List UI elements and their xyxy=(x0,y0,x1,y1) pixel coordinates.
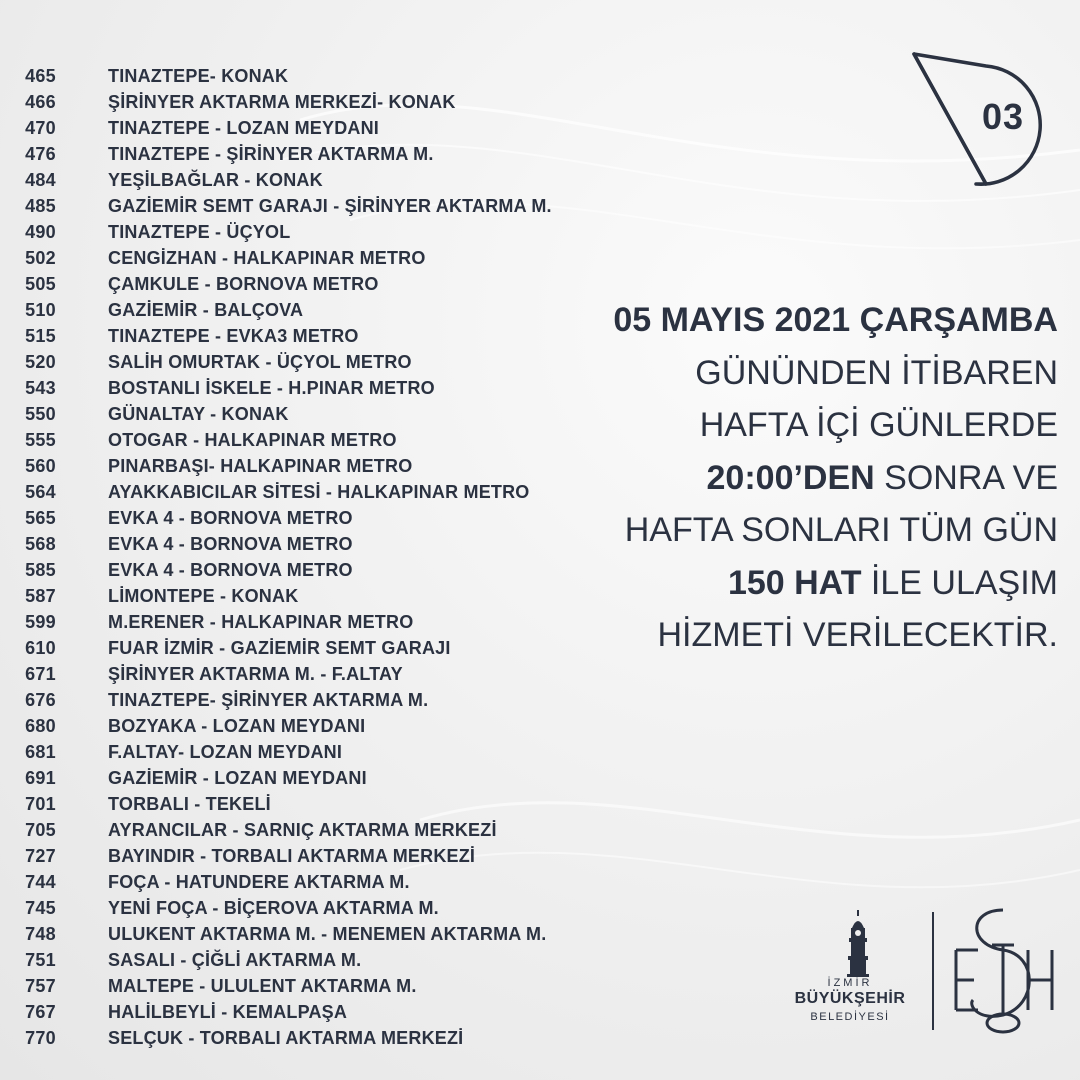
route-list xyxy=(18,63,552,1051)
route-row xyxy=(18,557,552,583)
route-number: 701 xyxy=(25,793,56,814)
announcement-line: HAFTA İÇİ GÜNLERDE xyxy=(699,406,1058,444)
route-number: 520 xyxy=(25,351,56,372)
route-name: TORBALI - TEKELİ xyxy=(108,793,271,814)
route-name: ŞİRİNYER AKTARMA M. - F.ALTAY xyxy=(108,663,403,684)
route-number: 568 xyxy=(25,533,56,554)
route-number: 671 xyxy=(25,663,56,684)
route-number: 767 xyxy=(25,1001,56,1022)
route-name: EVKA 4 - BORNOVA METRO xyxy=(108,533,353,554)
route-name: OTOGAR - HALKAPINAR METRO xyxy=(108,429,397,450)
route-name: SELÇUK - TORBALI AKTARMA MERKEZİ xyxy=(108,1027,464,1048)
route-number: 564 xyxy=(25,481,56,502)
route-name: TINAZTEPE- ŞİRİNYER AKTARMA M. xyxy=(108,689,429,710)
route-row xyxy=(18,947,552,973)
route-row xyxy=(18,999,552,1025)
announcement-line: GÜNÜNDEN İTİBAREN xyxy=(695,353,1058,392)
route-row xyxy=(18,869,552,895)
announcement-line: HİZMETİ VERİLECEKTİR. xyxy=(657,616,1058,654)
route-name: AYAKKABICILAR SİTESİ - HALKAPINAR METRO xyxy=(108,481,530,502)
route-row xyxy=(18,375,552,401)
announcement-time: 20:00’DEN xyxy=(706,458,875,497)
route-row xyxy=(18,713,552,739)
route-number: 585 xyxy=(25,559,56,580)
route-name: FUAR İZMİR - GAZİEMİR SEMT GARAJI xyxy=(108,637,451,658)
route-name: PINARBAŞI- HALKAPINAR METRO xyxy=(108,455,413,476)
route-number: 485 xyxy=(25,195,56,216)
route-name: SALİH OMURTAK - ÜÇYOL METRO xyxy=(108,351,412,372)
route-name: ÇAMKULE - BORNOVA METRO xyxy=(108,273,379,294)
route-row xyxy=(18,791,552,817)
route-name: BOZYAKA - LOZAN MEYDANI xyxy=(108,715,366,736)
route-row xyxy=(18,349,552,375)
route-row xyxy=(18,635,552,661)
route-row xyxy=(18,895,552,921)
route-number: 681 xyxy=(25,741,56,762)
route-name: GAZİEMİR SEMT GARAJI - ŞİRİNYER AKTARMA M. xyxy=(108,195,552,216)
route-name: TINAZTEPE - ÜÇYOL xyxy=(108,221,291,242)
route-name: EVKA 4 - BORNOVA METRO xyxy=(108,507,353,528)
route-name: BOSTANLI İSKELE - H.PINAR METRO xyxy=(108,377,435,398)
route-row xyxy=(18,427,552,453)
route-number: 555 xyxy=(25,429,56,450)
route-row xyxy=(18,817,552,843)
route-row xyxy=(18,609,552,635)
route-row xyxy=(18,89,552,115)
route-row xyxy=(18,583,552,609)
route-row xyxy=(18,63,552,89)
route-number: 470 xyxy=(25,117,56,138)
route-row xyxy=(18,765,552,791)
route-number: 465 xyxy=(25,65,56,86)
route-name: TINAZTEPE - LOZAN MEYDANI xyxy=(108,117,379,138)
route-number: 599 xyxy=(25,611,56,632)
route-number: 676 xyxy=(25,689,56,710)
route-name: ULUKENT AKTARMA M. - MENEMEN AKTARMA M. xyxy=(108,923,547,944)
route-name: SASALI - ÇİĞLİ AKTARMA M. xyxy=(108,949,362,970)
route-name: GÜNALTAY - KONAK xyxy=(108,403,289,424)
route-row xyxy=(18,401,552,427)
route-number: 751 xyxy=(25,949,56,970)
route-name: F.ALTAY- LOZAN MEYDANI xyxy=(108,741,343,762)
route-row xyxy=(18,687,552,713)
announcement-line: 20:00’DEN SONRA VE xyxy=(706,458,1058,497)
route-name: ŞİRİNYER AKTARMA MERKEZİ- KONAK xyxy=(108,91,456,112)
route-name: LİMONTEPE - KONAK xyxy=(108,585,299,606)
announcement-line: 150 HAT İLE ULAŞIM xyxy=(727,563,1058,602)
route-row xyxy=(18,1025,552,1051)
route-row xyxy=(18,661,552,687)
route-number: 748 xyxy=(25,923,56,944)
route-name: FOÇA - HATUNDERE AKTARMA M. xyxy=(108,871,410,892)
route-row xyxy=(18,193,552,219)
route-number: 610 xyxy=(25,637,56,658)
route-row xyxy=(18,219,552,245)
route-name: YENİ FOÇA - BİÇEROVA AKTARMA M. xyxy=(108,897,439,918)
route-row xyxy=(18,297,552,323)
route-row xyxy=(18,921,552,947)
route-row xyxy=(18,479,552,505)
route-number: 550 xyxy=(25,403,56,424)
route-row xyxy=(18,973,552,999)
eshot-monogram-logo xyxy=(948,905,1058,1035)
route-row xyxy=(18,739,552,765)
route-number: 757 xyxy=(25,975,56,996)
announcement-line: HAFTA SONLARI TÜM GÜN xyxy=(624,511,1058,549)
route-number: 587 xyxy=(25,585,56,606)
route-number: 543 xyxy=(25,377,56,398)
route-name: MALTEPE - ULULENT AKTARMA M. xyxy=(108,975,417,996)
route-number: 565 xyxy=(25,507,56,528)
logo-divider xyxy=(932,912,934,1030)
route-number: 466 xyxy=(25,91,56,112)
route-row xyxy=(18,323,552,349)
route-number: 680 xyxy=(25,715,56,736)
route-row xyxy=(18,531,552,557)
route-name: YEŞİLBAĞLAR - KONAK xyxy=(108,169,323,190)
route-name: TINAZTEPE - EVKA3 METRO xyxy=(108,325,359,346)
logo-municipality: BÜYÜKŞEHİR xyxy=(794,990,906,1007)
route-number: 691 xyxy=(25,767,56,788)
route-number: 744 xyxy=(25,871,56,892)
route-row xyxy=(18,453,552,479)
announcement-line-count: 150 HAT xyxy=(727,563,862,602)
logo-belediyesi: BELEDİYESİ xyxy=(810,1011,890,1023)
route-name: M.ERENER - HALKAPINAR METRO xyxy=(108,611,414,632)
route-number: 515 xyxy=(25,325,56,346)
route-row xyxy=(18,245,552,271)
route-row xyxy=(18,271,552,297)
page-number-badge: 03 xyxy=(981,96,1025,137)
route-number: 510 xyxy=(25,299,56,320)
route-name: EVKA 4 - BORNOVA METRO xyxy=(108,559,353,580)
route-number: 705 xyxy=(25,819,56,840)
route-number: 727 xyxy=(25,845,56,866)
route-number: 476 xyxy=(25,143,56,164)
logo-city: İZMİR xyxy=(827,977,873,989)
route-row xyxy=(18,115,552,141)
route-name: TINAZTEPE- KONAK xyxy=(108,65,289,86)
route-number: 484 xyxy=(25,169,56,190)
route-row xyxy=(18,505,552,531)
announcement-text xyxy=(498,294,1058,662)
route-name: HALİLBEYLİ - KEMALPAŞA xyxy=(108,1001,348,1022)
route-number: 505 xyxy=(25,273,56,294)
route-number: 745 xyxy=(25,897,56,918)
route-name: GAZİEMİR - BALÇOVA xyxy=(108,299,304,320)
route-name: GAZİEMİR - LOZAN MEYDANI xyxy=(108,767,367,788)
announcement-date: 05 MAYIS 2021 ÇARŞAMBA xyxy=(613,301,1058,339)
route-number: 560 xyxy=(25,455,56,476)
route-number: 502 xyxy=(25,247,56,268)
route-number: 770 xyxy=(25,1027,56,1048)
route-name: AYRANCILAR - SARNIÇ AKTARMA MERKEZİ xyxy=(108,819,497,840)
route-name: BAYINDIR - TORBALI AKTARMA MERKEZİ xyxy=(108,845,476,866)
route-number: 490 xyxy=(25,221,56,242)
route-name: TINAZTEPE - ŞİRİNYER AKTARMA M. xyxy=(108,143,434,164)
route-name: CENGİZHAN - HALKAPINAR METRO xyxy=(108,247,426,268)
route-row xyxy=(18,167,552,193)
route-row xyxy=(18,141,552,167)
route-row xyxy=(18,843,552,869)
